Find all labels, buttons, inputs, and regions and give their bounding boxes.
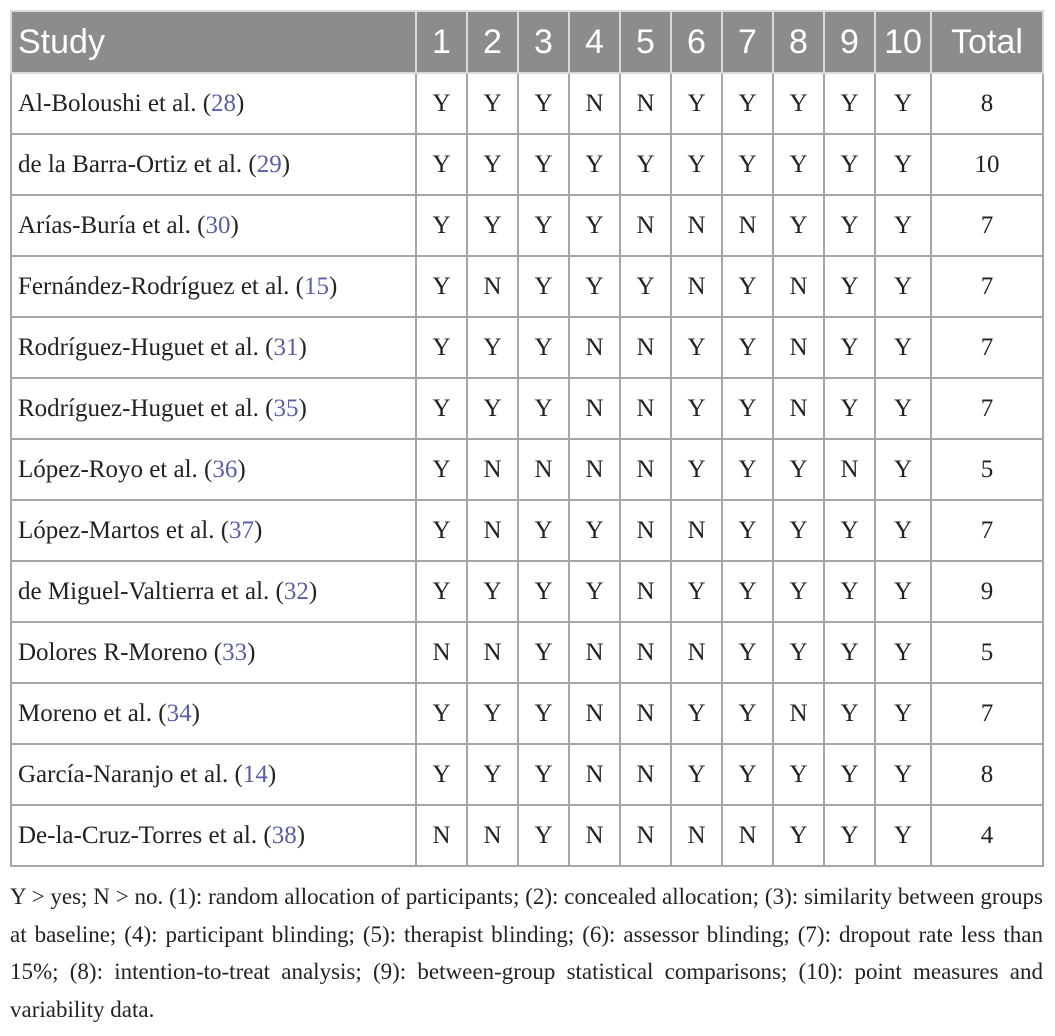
column-header-total: Total [931, 11, 1043, 73]
reference-link[interactable]: 14 [242, 760, 268, 788]
score-criterion-3: Y [518, 317, 569, 378]
score-criterion-5: Y [620, 134, 671, 195]
column-header-3: 3 [518, 11, 569, 73]
score-criterion-9: Y [824, 195, 875, 256]
score-criterion-10: Y [875, 378, 931, 439]
column-header-7: 7 [722, 11, 773, 73]
score-criterion-5: N [620, 195, 671, 256]
study-name: García-Naranjo et al. ( [18, 760, 243, 788]
total-score: 8 [931, 744, 1043, 805]
score-criterion-6: N [671, 622, 722, 683]
score-criterion-2: Y [467, 378, 518, 439]
score-criterion-6: Y [671, 378, 722, 439]
reference-link[interactable]: 34 [166, 699, 192, 727]
column-header-2: 2 [467, 11, 518, 73]
score-criterion-6: Y [671, 683, 722, 744]
total-score: 5 [931, 439, 1043, 500]
score-criterion-7: Y [722, 134, 773, 195]
reference-link[interactable]: 37 [229, 516, 255, 544]
study-name: De-la-Cruz-Torres et al. ( [18, 821, 272, 849]
reference-link[interactable]: 36 [212, 455, 238, 483]
study-cell [11, 622, 416, 683]
study-cell [11, 256, 416, 317]
score-criterion-3: Y [518, 73, 569, 134]
score-criterion-5: N [620, 805, 671, 866]
score-criterion-8: Y [773, 134, 824, 195]
study-name: Dolores R-Moreno ( [18, 638, 223, 666]
score-criterion-1: Y [416, 378, 467, 439]
table-row [11, 683, 1043, 744]
reference-link[interactable]: 31 [273, 333, 299, 361]
score-criterion-5: N [620, 500, 671, 561]
score-criterion-4: N [569, 683, 620, 744]
score-criterion-10: Y [875, 561, 931, 622]
score-criterion-4: N [569, 439, 620, 500]
reference-link[interactable]: 35 [273, 394, 299, 422]
table-row [11, 744, 1043, 805]
score-criterion-2: Y [467, 317, 518, 378]
score-criterion-4: N [569, 317, 620, 378]
score-criterion-2: Y [467, 561, 518, 622]
score-criterion-7: Y [722, 378, 773, 439]
reference-link[interactable]: 32 [283, 577, 309, 605]
study-cell [11, 439, 416, 500]
table-row [11, 378, 1043, 439]
study-name: Rodríguez-Huguet et al. ( [18, 394, 274, 422]
score-criterion-2: Y [467, 134, 518, 195]
table-row [11, 500, 1043, 561]
score-criterion-9: N [824, 439, 875, 500]
reference-close-paren: ) [191, 699, 200, 727]
score-criterion-3: Y [518, 805, 569, 866]
score-criterion-6: Y [671, 744, 722, 805]
score-criterion-4: N [569, 73, 620, 134]
score-criterion-1: N [416, 622, 467, 683]
score-criterion-9: Y [824, 683, 875, 744]
score-criterion-4: Y [569, 134, 620, 195]
column-header-6: 6 [671, 11, 722, 73]
score-criterion-1: Y [416, 73, 467, 134]
reference-link[interactable]: 29 [256, 150, 282, 178]
study-cell [11, 378, 416, 439]
score-criterion-8: Y [773, 195, 824, 256]
study-cell [11, 317, 416, 378]
score-criterion-6: N [671, 500, 722, 561]
total-score: 7 [931, 683, 1043, 744]
score-criterion-4: Y [569, 256, 620, 317]
score-criterion-5: N [620, 439, 671, 500]
score-criterion-10: Y [875, 439, 931, 500]
score-criterion-10: Y [875, 73, 931, 134]
column-header-8: 8 [773, 11, 824, 73]
score-criterion-9: Y [824, 134, 875, 195]
score-criterion-3: Y [518, 134, 569, 195]
header-row [11, 11, 1043, 73]
reference-link[interactable]: 30 [205, 211, 231, 239]
study-name: Al-Boloushi et al. ( [18, 89, 212, 117]
column-header-4: 4 [569, 11, 620, 73]
score-criterion-7: Y [722, 622, 773, 683]
column-header-10: 10 [875, 11, 931, 73]
score-criterion-6: Y [671, 561, 722, 622]
study-name: Moreno et al. ( [18, 699, 167, 727]
score-criterion-2: Y [467, 683, 518, 744]
score-criterion-10: Y [875, 317, 931, 378]
column-header-1: 1 [416, 11, 467, 73]
score-criterion-2: N [467, 500, 518, 561]
table-footnote: Y > yes; N > no. (1): random allocation of participants; (2): concealed allocation; (3): similarity between groups at baseline; (4): participant blinding; (5): therapist blinding; (6): assessor blinding; (7): dropout rate less than 15%; (8): intention-to-treat analysis; (9): between-group statistical comparisons; (10): point measures and variability data. [10, 884, 1043, 1022]
total-score: 9 [931, 561, 1043, 622]
score-criterion-10: Y [875, 683, 931, 744]
study-cell [11, 744, 416, 805]
reference-close-paren: ) [237, 455, 246, 483]
study-name: Rodríguez-Huguet et al. ( [18, 333, 274, 361]
score-criterion-3: Y [518, 622, 569, 683]
study-cell [11, 561, 416, 622]
study-cell [11, 805, 416, 866]
score-criterion-4: Y [569, 561, 620, 622]
score-criterion-3: Y [518, 683, 569, 744]
total-score: 10 [931, 134, 1043, 195]
score-criterion-10: Y [875, 744, 931, 805]
table-row [11, 561, 1043, 622]
score-criterion-10: Y [875, 622, 931, 683]
score-criterion-7: Y [722, 256, 773, 317]
score-criterion-5: N [620, 561, 671, 622]
table-row [11, 195, 1043, 256]
total-score: 8 [931, 73, 1043, 134]
total-score: 7 [931, 500, 1043, 561]
score-criterion-2: N [467, 622, 518, 683]
reference-close-paren: ) [298, 394, 307, 422]
score-criterion-8: N [773, 317, 824, 378]
score-criterion-2: N [467, 256, 518, 317]
score-criterion-8: Y [773, 500, 824, 561]
score-criterion-7: Y [722, 561, 773, 622]
score-criterion-2: N [467, 439, 518, 500]
study-name: Fernández-Rodríguez et al. ( [18, 272, 304, 300]
score-criterion-5: N [620, 317, 671, 378]
pedro-scores-table [10, 10, 1044, 867]
score-criterion-7: Y [722, 744, 773, 805]
table-row [11, 134, 1043, 195]
score-criterion-8: Y [773, 439, 824, 500]
score-criterion-7: Y [722, 439, 773, 500]
study-name: Arías-Buría et al. ( [18, 211, 206, 239]
table-row [11, 439, 1043, 500]
reference-link[interactable]: 15 [304, 272, 329, 300]
score-criterion-5: N [620, 683, 671, 744]
score-criterion-8: N [773, 683, 824, 744]
score-criterion-8: Y [773, 561, 824, 622]
total-score: 4 [931, 805, 1043, 866]
total-score: 7 [931, 317, 1043, 378]
score-criterion-4: N [569, 622, 620, 683]
study-name: López-Martos et al. ( [18, 516, 230, 544]
score-criterion-10: Y [875, 500, 931, 561]
score-criterion-10: Y [875, 134, 931, 195]
score-criterion-3: Y [518, 744, 569, 805]
table-body [11, 73, 1043, 866]
score-criterion-2: Y [467, 73, 518, 134]
total-score: 7 [931, 256, 1043, 317]
score-criterion-9: Y [824, 500, 875, 561]
reference-close-paren: ) [254, 516, 263, 544]
score-criterion-2: Y [467, 195, 518, 256]
table-row [11, 317, 1043, 378]
score-criterion-4: N [569, 744, 620, 805]
score-criterion-6: N [671, 195, 722, 256]
score-criterion-1: Y [416, 561, 467, 622]
study-name: de Miguel-Valtierra et al. ( [18, 577, 284, 605]
study-cell [11, 195, 416, 256]
score-criterion-7: Y [722, 500, 773, 561]
score-criterion-5: N [620, 744, 671, 805]
total-score: 7 [931, 378, 1043, 439]
score-criterion-2: Y [467, 744, 518, 805]
reference-close-paren: ) [308, 577, 318, 605]
score-criterion-3: Y [518, 561, 569, 622]
study-cell [11, 134, 416, 195]
score-criterion-5: N [620, 622, 671, 683]
study-cell [11, 500, 416, 561]
score-criterion-1: Y [416, 195, 467, 256]
score-criterion-6: Y [671, 317, 722, 378]
score-criterion-9: Y [824, 622, 875, 683]
score-criterion-9: Y [824, 561, 875, 622]
table-container [10, 10, 1043, 867]
column-header-study: Study [11, 11, 416, 73]
score-criterion-7: Y [722, 317, 773, 378]
score-criterion-6: N [671, 805, 722, 866]
score-criterion-5: Y [620, 256, 671, 317]
score-criterion-8: Y [773, 622, 824, 683]
score-criterion-3: Y [518, 500, 569, 561]
reference-link[interactable]: 28 [211, 89, 237, 117]
score-criterion-9: Y [824, 317, 875, 378]
score-criterion-10: Y [875, 805, 931, 866]
study-cell [11, 683, 416, 744]
score-criterion-6: Y [671, 439, 722, 500]
score-criterion-5: N [620, 73, 671, 134]
reference-link[interactable]: 33 [222, 638, 248, 666]
score-criterion-1: Y [416, 744, 467, 805]
study-name: de la Barra-Ortiz et al. ( [18, 150, 257, 178]
reference-close-paren: ) [281, 150, 291, 178]
reference-link[interactable]: 38 [271, 821, 297, 849]
score-criterion-4: Y [569, 195, 620, 256]
score-criterion-6: Y [671, 73, 722, 134]
study-cell [11, 73, 416, 134]
reference-close-paren: ) [298, 333, 307, 361]
score-criterion-7: N [722, 805, 773, 866]
score-criterion-8: Y [773, 744, 824, 805]
score-criterion-9: Y [824, 805, 875, 866]
table-row [11, 622, 1043, 683]
column-header-9: 9 [824, 11, 875, 73]
score-criterion-3: Y [518, 378, 569, 439]
reference-close-paren: ) [267, 760, 277, 788]
score-criterion-8: Y [773, 73, 824, 134]
reference-close-paren: ) [296, 821, 306, 849]
score-criterion-5: N [620, 378, 671, 439]
score-criterion-9: Y [824, 744, 875, 805]
score-criterion-9: Y [824, 378, 875, 439]
score-criterion-8: N [773, 256, 824, 317]
table-row [11, 256, 1043, 317]
score-criterion-6: N [671, 256, 722, 317]
score-criterion-6: Y [671, 134, 722, 195]
score-criterion-1: Y [416, 683, 467, 744]
score-criterion-1: Y [416, 500, 467, 561]
total-score: 5 [931, 622, 1043, 683]
reference-close-paren: ) [236, 89, 245, 117]
score-criterion-7: Y [722, 683, 773, 744]
table-row [11, 73, 1043, 134]
score-criterion-7: N [722, 195, 773, 256]
score-criterion-1: N [416, 805, 467, 866]
score-criterion-4: N [569, 378, 620, 439]
total-score: 7 [931, 195, 1043, 256]
score-criterion-9: Y [824, 256, 875, 317]
score-criterion-10: Y [875, 195, 931, 256]
score-criterion-7: Y [722, 73, 773, 134]
study-name: López-Royo et al. ( [18, 455, 213, 483]
score-criterion-3: N [518, 439, 569, 500]
table-row [11, 805, 1043, 866]
score-criterion-9: Y [824, 73, 875, 134]
column-header-5: 5 [620, 11, 671, 73]
score-criterion-4: Y [569, 500, 620, 561]
score-criterion-1: Y [416, 256, 467, 317]
score-criterion-3: Y [518, 195, 569, 256]
score-criterion-4: N [569, 805, 620, 866]
score-criterion-1: Y [416, 439, 467, 500]
score-criterion-8: Y [773, 805, 824, 866]
score-criterion-3: Y [518, 256, 569, 317]
score-criterion-8: N [773, 378, 824, 439]
reference-close-paren: ) [230, 211, 239, 239]
score-criterion-1: Y [416, 317, 467, 378]
reference-close-paren: ) [329, 272, 338, 300]
score-criterion-1: Y [416, 134, 467, 195]
score-criterion-2: N [467, 805, 518, 866]
reference-close-paren: ) [247, 638, 256, 666]
score-criterion-10: Y [875, 256, 931, 317]
